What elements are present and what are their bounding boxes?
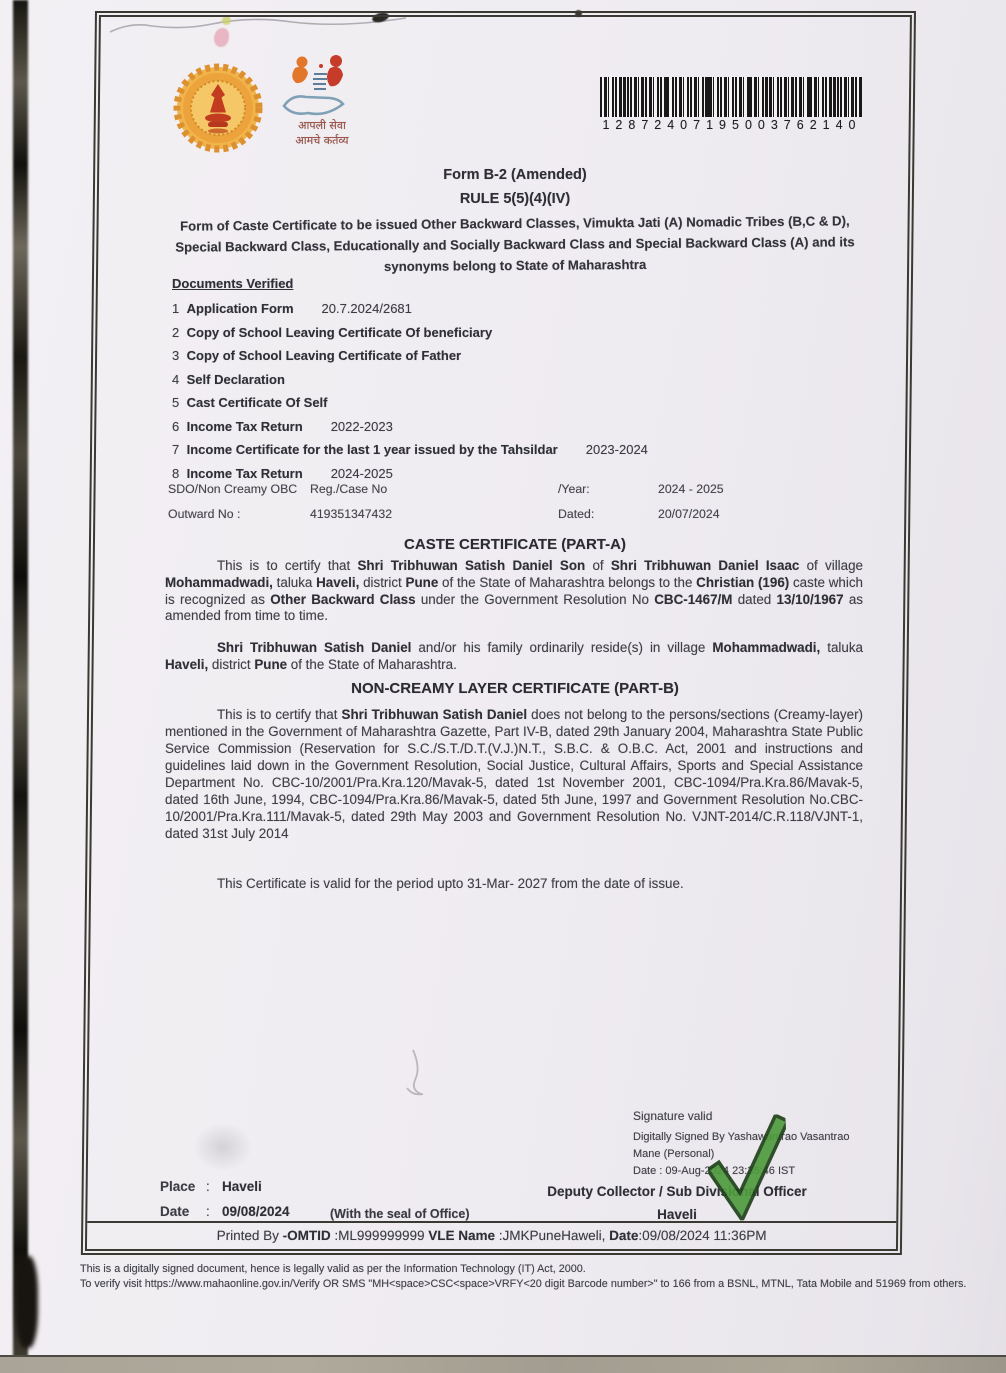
document-item [172, 344, 648, 368]
legal-fine-print [80, 1262, 978, 1292]
logo-caption-line2: आमचे कर्तव्य [295, 133, 349, 147]
document-item [172, 297, 648, 321]
aaple-seva-hand-logo-icon [278, 54, 358, 122]
dated-value: 20/07/2024 [658, 507, 720, 521]
place-label: Place [160, 1179, 196, 1194]
document-item [172, 368, 648, 392]
doc-label: Self Declaration [186, 371, 285, 387]
scan-bottom-edge [0, 1355, 1006, 1373]
issue-place-row [160, 1175, 290, 1200]
doc-number: 4 [172, 371, 180, 387]
document-item [172, 438, 648, 462]
doc-value: 2022-2023 [330, 418, 393, 434]
doc-number: 2 [172, 324, 180, 340]
barcode [600, 77, 862, 117]
date-value: 09/08/2024 [222, 1203, 290, 1219]
document-item [172, 321, 648, 345]
sdo-label: SDO/Non Creamy OBC [168, 482, 298, 496]
part-b-paragraph: This is to certify that Shri Tribhuwan Satish Daniel does not belong to the persons/sections (Creamy-layer) mentioned in the Government of Maharashtra Gazette, Part IV-B, dated 29th January 2004, Maharashtra State Public Service Commission (Reservation for S.C./S.T./D.T.(V.J.)N.T., S.B.C. & O.B.C. Act, 2001 and instructions and guidelines laid down in the Government Resolution, Social Justice, Cultural Affairs, Sports and Special Assistance Department No. CBC-10/2001/Pra.Kra.120/Mavak-5, dated 1st November 2001, CBC-1094/Pra.Kra.86/Mavak-5, dated 16th June, 1994, CBC-1094/Pra.Kra.86/Mavak-5, dated 5th June, 1997 and Government Resolution No.CBC- 10/2001/Pra.Kra.111/Mavak-5, dated 29th May 2003 and Government Resolution No. VJNT-2014/C.R.118/VJNT-1, dated 31st July 2014 [165, 707, 863, 841]
form-title: Form B-2 (Amended) [443, 167, 587, 183]
document-item [172, 391, 648, 415]
part-a-paragraph-1: This is to certify that Shri Tribhuwan Satish Daniel Son of Shri Tribhuwan Daniel Isaac of village Mohammadwadi, taluka Haveli, district Pune of the State of Maharashtra belongs to the Christian (196) caste which is recognized as Other Backward Class under the Government Resolution No CBC-1467/M dated 13/10/1967 as amended from time to time. [165, 558, 863, 624]
outward-value: 419351347432 [310, 507, 393, 521]
rule-title: RULE 5(5)(4)(IV) [459, 191, 571, 207]
registry-block [168, 482, 724, 532]
digitally-signed-by-line1: Digitally Signed By Yashawantrao Vasantrao [633, 1131, 850, 1143]
dated-label: Dated: [558, 507, 595, 521]
green-check-icon [705, 1114, 790, 1222]
service-logo-caption [272, 119, 372, 148]
part-a-title: CASTE CERTIFICATE (PART-A) [404, 536, 626, 553]
year-label: /Year: [558, 482, 590, 496]
reg-case-label: Reg./Case No [310, 482, 388, 496]
part-a-paragraph-2: Shri Tribhuwan Satish Daniel and/or his family ordinarily reside(s) in village Mohammadwadi, taluka Haveli, district Pune of the State of Maharashtra. [165, 640, 863, 672]
document-item [172, 415, 648, 439]
doc-label: Income Tax Return [186, 418, 303, 434]
doc-value: 20.7.2024/2681 [321, 301, 412, 316]
doc-label: Copy of School Leaving Certificate of Father [186, 348, 462, 363]
place-value: Haveli [222, 1179, 262, 1194]
scan-left-edge-blob [16, 1256, 38, 1348]
doc-number: 8 [172, 465, 180, 481]
officer-title: Deputy Collector / Sub Divisional Officer [547, 1184, 807, 1199]
documents-verified-heading: Documents Verified [172, 276, 294, 291]
maharashtra-state-emblem-icon [172, 60, 264, 156]
barcode-number: 12872407195003762140 [602, 118, 862, 132]
doc-label: Copy of School Leaving Certificate Of beneficiary [186, 324, 493, 340]
doc-number: 7 [172, 442, 180, 457]
signature-valid-text: Signature valid [633, 1109, 713, 1123]
seal-of-office-note: (With the seal of Office) [330, 1207, 470, 1221]
fine-print-line2: To verify visit https://www.mahaonline.gov.in/Verify OR SMS "MH<space>CSC<space>VRFY<20 digit Barcode number>" to 166 from a BSNL, MTNL, Tata Mobile and 51969 from others. [80, 1277, 967, 1290]
doc-value: 2023-2024 [585, 442, 648, 457]
separator: : [206, 1203, 210, 1219]
doc-number: 1 [172, 301, 180, 316]
year-value: 2024 - 2025 [658, 482, 724, 496]
officer-place: Haveli [657, 1207, 697, 1222]
validity-statement: This Certificate is valid for the period upto 31-Mar- 2027 from the date of issue. [217, 876, 684, 891]
outward-label: Outward No : [168, 507, 241, 521]
doc-number: 3 [172, 348, 180, 363]
issue-date-row [160, 1200, 290, 1225]
doc-label: Income Certificate for the last 1 year issued by the Tahsildar [186, 442, 558, 457]
scan-left-edge-artifact [13, 0, 28, 1373]
logo-caption-line1: आपली सेवा [298, 119, 346, 132]
doc-label: Income Tax Return [186, 465, 303, 481]
part-b-title: NON-CREAMY LAYER CERTIFICATE (PART-B) [351, 680, 679, 697]
signature-date-line: Date : 09-Aug-2024 23:35:46 IST [633, 1165, 796, 1177]
separator: : [206, 1179, 210, 1194]
registry-row [168, 482, 724, 496]
date-label: Date [160, 1203, 190, 1219]
printed-by-row: Printed By -OMTID :ML999999999 VLE Name :JMKPuneHaweli, Date:09/08/2024 11:36PM [87, 1221, 896, 1249]
doc-number: 6 [172, 418, 180, 434]
doc-label: Cast Certificate Of Self [186, 395, 328, 410]
documents-verified-list [172, 297, 648, 485]
registry-row [168, 507, 724, 521]
digitally-signed-by-line2: Mane (Personal) [633, 1148, 715, 1160]
doc-label: Application Form [186, 301, 294, 316]
fine-print-line1: This is a digitally signed document, hence is legally valid as per the Information Technology (IT) Act, 2000. [80, 1263, 586, 1275]
issue-place-date-block [160, 1175, 290, 1224]
form-description: Form of Caste Certificate to be issued Other Backward Classes, Vimukta Jati (A) Nomadic Tribes (B,C & D), Special Backward Class, Educationally and Socially Backward Class and Special Backward Class (A) and its synonyms belong to State of Maharashtra [175, 213, 855, 275]
doc-value: 2024-2025 [330, 465, 393, 481]
doc-number: 5 [172, 395, 180, 410]
